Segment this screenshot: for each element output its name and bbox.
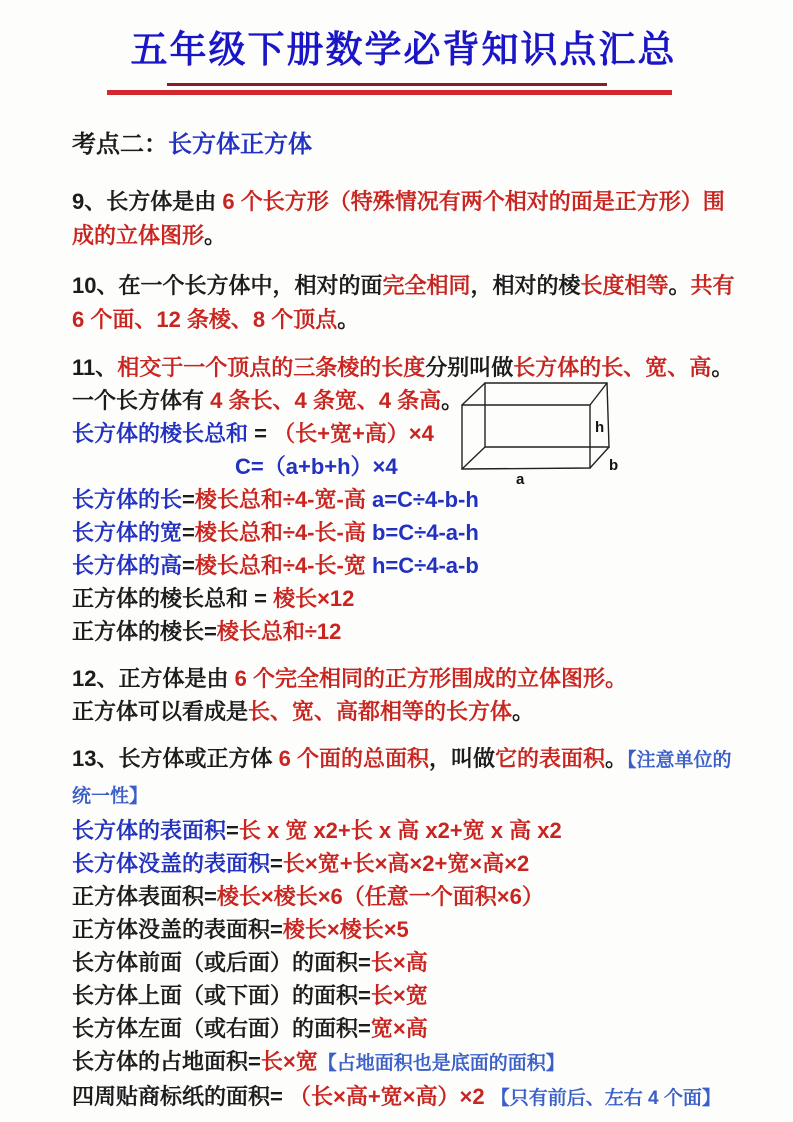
cuboid-length-formula: 长方体的长=棱长总和÷4-宽-高 a=C÷4-b-h xyxy=(72,487,479,512)
item-12-line-1: 12、正方体是由 6 个完全相同的正方形围成的立体图形。 xyxy=(72,666,627,691)
edge-label-h: h xyxy=(595,419,605,436)
item-9: 9、长方体是由 6 个长方形（特殊情况有两个相对的面是正方形）围成的立体图形。 xyxy=(72,189,725,248)
title-underline-dark-line xyxy=(167,83,607,86)
cuboid-wireframe xyxy=(456,374,626,490)
section-heading: 考点二：长方体正方体 xyxy=(72,131,312,158)
ground-area-formula: 长方体的占地面积=长×宽【占地面积也是底面的面积】 xyxy=(72,1049,565,1074)
item-11-intro: 11、相交于一个顶点的三条棱的长度分别叫做长方体的长、宽、高。 xyxy=(72,355,734,380)
edge-label-a: a xyxy=(516,471,525,488)
item-11-counts-line: 一个长方体有 4 条长、4 条宽、4 条高。 xyxy=(72,388,464,413)
edge-label-b: b xyxy=(609,457,619,474)
page-title: 五年级下册数学必背知识点汇总 xyxy=(130,29,677,70)
item-11 xyxy=(72,351,735,648)
cube-surface-area-formula: 正方体表面积=棱长×棱长×6（任意一个面积×6） xyxy=(72,884,544,909)
cuboid-edge-sum-formula: 长方体的棱长总和 = （长+宽+高）×4 xyxy=(72,421,434,446)
item-10: 10、在一个长方体中，相对的面完全相同，相对的棱长度相等。共有 6 个面、12 条棱、8 个顶点。 xyxy=(72,273,735,332)
cuboid-edge-sum-letter-formula: C=（a+b+h）×4 xyxy=(235,454,398,479)
cube-edge-sum-formula: 正方体的棱长总和 = 棱长×12 xyxy=(72,586,355,611)
item-12-line-2: 正方体可以看成是长、宽、高都相等的长方体。 xyxy=(72,699,535,724)
title-underline xyxy=(72,83,735,99)
front-back-face-area-formula: 长方体前面（或后面）的面积=长×高 xyxy=(72,950,428,975)
item-13: 13、长方体或正方体 6 个面的总面积，叫做它的表面积。【注意单位的统一性】 xyxy=(72,746,732,807)
cube-no-lid-surface-formula: 正方体没盖的表面积=棱长×棱长×5 xyxy=(72,917,409,942)
cuboid-height-formula: 长方体的高=棱长总和÷4-长-宽 h=C÷4-a-b xyxy=(72,553,479,578)
label-paper-area-formula: 四周贴商标纸的面积= （长×高+宽×高）×2 【只有前后、左右 4 个面】 xyxy=(72,1084,721,1109)
top-bottom-face-area-formula: 长方体上面（或下面）的面积=长×宽 xyxy=(72,983,428,1008)
cuboid-surface-area-formula: 长方体的表面积=长 x 宽 x2+长 x 高 x2+宽 x 高 x2 xyxy=(72,818,562,843)
cube-edge-formula: 正方体的棱长=棱长总和÷12 xyxy=(72,619,342,644)
item-12 xyxy=(72,662,735,728)
title-underline-bright-line xyxy=(107,90,672,95)
cuboid-width-formula: 长方体的宽=棱长总和÷4-长-高 b=C÷4-a-h xyxy=(72,520,479,545)
cuboid-no-lid-surface-formula: 长方体没盖的表面积=长×宽+长×高×2+宽×高×2 xyxy=(72,851,530,876)
surface-area-formula-list xyxy=(72,814,735,1115)
left-right-face-area-formula: 长方体左面（或右面）的面积=宽×高 xyxy=(72,1016,428,1041)
cuboid-diagram xyxy=(456,374,626,490)
